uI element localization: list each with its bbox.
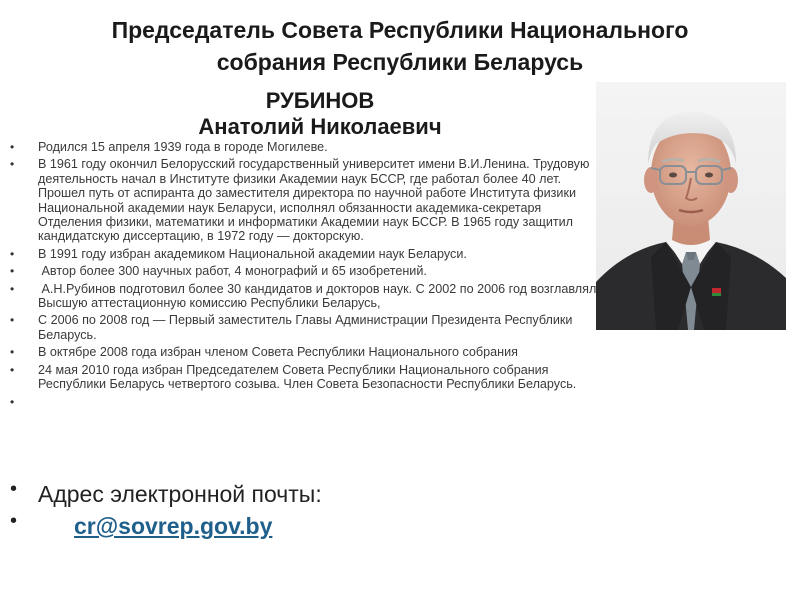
email-label: Адрес электронной почты: <box>38 481 322 507</box>
bio-item <box>10 363 600 392</box>
bio-item <box>10 313 600 342</box>
bullet: • <box>10 345 15 360</box>
bullet: • <box>10 394 15 409</box>
bio-item <box>10 247 600 261</box>
portrait-photo <box>596 82 786 330</box>
bio-item <box>10 157 600 243</box>
bio-text: Родился 15 апреля 1939 года в городе Могилеве. <box>38 140 328 154</box>
bullet: • <box>10 264 15 279</box>
bullet: • <box>10 246 15 261</box>
slide-title-line-2: собрания Республики Беларусь <box>216 49 584 75</box>
bullet: • <box>10 362 15 377</box>
bio-item <box>10 140 600 154</box>
person-name <box>160 88 480 140</box>
flag-pin-icon <box>712 288 721 296</box>
bio-text: А.Н.Рубинов подготовил более 30 кандидатов и докторов наук. С 2002 по 2006 год возглавлял Высшую аттестационную комиссию Республики Беларусь, <box>38 281 600 311</box>
email-link[interactable]: cr@sovrep.gov.by <box>74 513 273 539</box>
person-given-names: Анатолий Николаевич <box>198 114 442 139</box>
bullet: • <box>10 281 15 296</box>
biography-list <box>10 140 600 412</box>
contact-list <box>10 478 600 542</box>
bio-text: В октябре 2008 года избран членом Совета Республики Национального собрания <box>38 345 518 360</box>
bullet: • <box>10 478 18 500</box>
bio-text: В 1991 году избран академиком Национальной академии наук Беларуси. <box>38 246 467 261</box>
bullet: • <box>10 313 15 328</box>
bio-text: С 2006 по 2008 год — Первый заместитель Главы Администрации Президента Республики Беларусь. <box>38 313 573 342</box>
slide-title-line-1: Председатель Совета Республики Национального <box>111 17 689 43</box>
contact-label-item <box>10 478 600 510</box>
bullet: • <box>10 140 15 154</box>
bio-item-empty <box>10 395 600 409</box>
bullet: • <box>10 157 15 172</box>
person-surname: РУБИНОВ <box>265 88 375 113</box>
portrait-illustration <box>596 82 786 330</box>
slide-title <box>40 14 760 78</box>
bio-item <box>10 345 600 359</box>
bio-item <box>10 282 600 311</box>
bullet: • <box>10 510 18 532</box>
bio-text: В 1961 году окончил Белорусский государственный университет имени В.И.Ленина. Трудовую деятельность начал в Институте физики Академии наук БССР, где работал более 40 лет. Прошел путь от аспиранта до заместителя директора по научной работе Института физики Национальной академии наук Беларуси, исполнял обязанности академика-секретаря Отделения физики, математики и информатики Академии наук БССР. В 1965 году защитил кандидатскую диссертацию, в 1972 году — докторскую. <box>38 157 590 244</box>
bio-item <box>10 264 600 278</box>
bio-text: 24 мая 2010 года избран Председателем Совета Республики Национального собрания Республики Беларусь четвертого созыва. Член Совета Безопасности Республики Беларусь. <box>38 362 577 392</box>
contact-email-item <box>10 510 600 542</box>
bio-text: Автор более 300 научных работ, 4 монографий и 65 изобретений. <box>38 264 427 279</box>
